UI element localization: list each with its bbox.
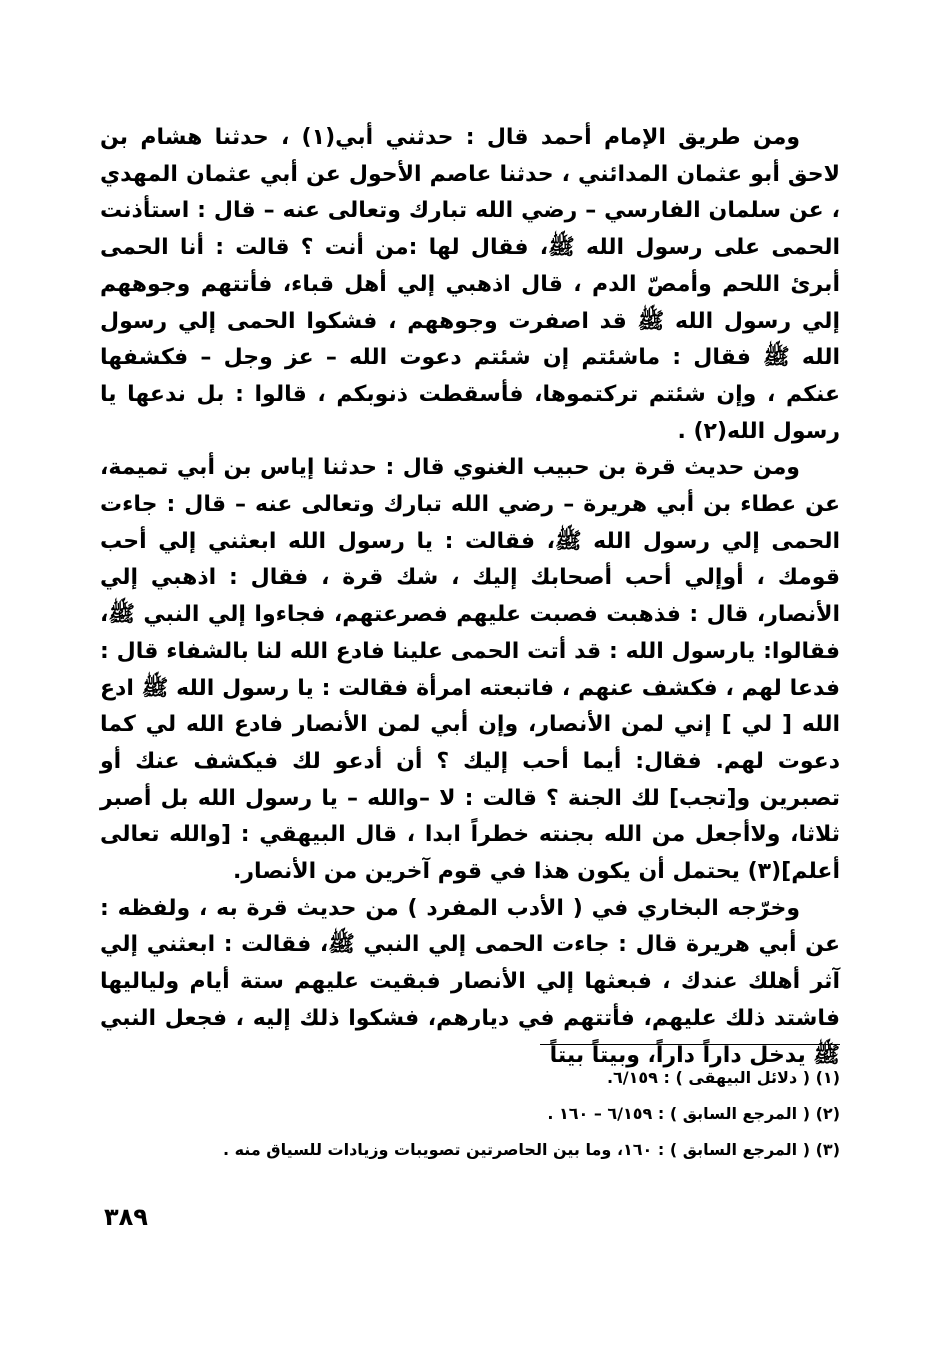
footnote-3: (٣) ( المرجع السابق ) : ١٦٠، وما بين الحاصرتين تصويبات وزيادات للسياق منه . bbox=[222, 1140, 840, 1159]
body-text bbox=[100, 120, 840, 1074]
paragraph-3: وخرّجه البخاري في ( الأدب المفرد ) من حديث قرة به ، ولفظه : عن أبي هريرة قال : جاءت الحمى إلي النبي ﷺ، فقالت : ابعثني إلي آثر أهلك عندك ، فبعثها إلي الأنصار فبقيت عليهم ستة أيام ولياليها فاشتد ذلك عليهم، فأتتهم في ديارهم، فشكوا ذلك إليه ، فجعل النبي ﷺ يدخل داراً داراً، وبيتاً بيتاً bbox=[100, 895, 840, 1068]
footnote-2: (٢) ( المرجع السابق ) : ٦/١٥٩ – ١٦٠ . bbox=[547, 1104, 840, 1123]
footnote-divider bbox=[540, 1044, 840, 1045]
paragraph-2: ومن حديث قرة بن حبيب الغنوي قال : حدثنا إياس بن أبي تميمة، عن عطاء بن أبي هريرة – رضي الله تبارك وتعالى عنه – قال : جاءت الحمى إلي رسول الله ﷺ، فقالت : يا رسول الله ابعثني إلي أحب قومك ، أوإلي أحب أصحابك إليك ، شك قرة ، فقال : اذهبي إلي الأنصار، قال : فذهبت فصبت عليهم فصرعتهم، فجاءوا إلي النبي ﷺ، فقالوا: يارسول الله : قد أتت الحمى علينا فادع الله لنا بالشفاء قال : فدعا لهم ، فكشف عنهم ، فاتبعته امرأة فقالت : يا رسول الله ﷺ ادع الله [ لي ] إني لمن الأنصار، وإن أبي لمن الأنصار فادع الله لي كما دعوت لهم. فقال: أيما أحب إليك ؟ أن أدعو لك فيكشف عنك أو تصبرين و[تجب] لك الجنة ؟ قالت : لا –والله – يا رسول الله بل أصبر ثلاثا، ولاأجعل من الله بجنته خطراً ابدا ، قال البيهقي : [والله تعالى أعلم](٣) يحتمل أن يكون هذا في قوم آخرين من الأنصار. bbox=[100, 455, 840, 885]
footnotes bbox=[120, 1060, 840, 1168]
paragraph-1: ومن طريق الإمام أحمد قال : حدثني أبي(١) ، حدثنا هشام بن لاحق أبو عثمان المدائني ، حدثنا عاصم الأحول عن أبي عثمان المهدي ، عن سلمان الفارسي – رضي الله تبارك وتعالى عنه – قال : استأذنت الحمى على رسول الله ﷺ، فقال لها :من أنت ؟ قالت : أنا الحمى أبرئ اللحم وأمصّ الدم ، قال اذهبي إلي أهل قباء، فأتتهم وجوههم إلي رسول الله ﷺ قد اصفرت وجوههم ، فشكوا الحمى إلي رسول الله ﷺ فقال : ماشئتم إن شئتم دعوت الله – عز وجل – فكشفها عنكم ، وإن شئتم تركتموها، فأسقطت ذنوبكم ، قالوا : بل ندعها يا رسول الله(٢) . bbox=[100, 125, 840, 444]
footnote-1: (١) ( دلائل البيهقى ) : ٦/١٥٩. bbox=[606, 1068, 840, 1087]
page-number: ٣٨٩ bbox=[104, 1203, 148, 1231]
